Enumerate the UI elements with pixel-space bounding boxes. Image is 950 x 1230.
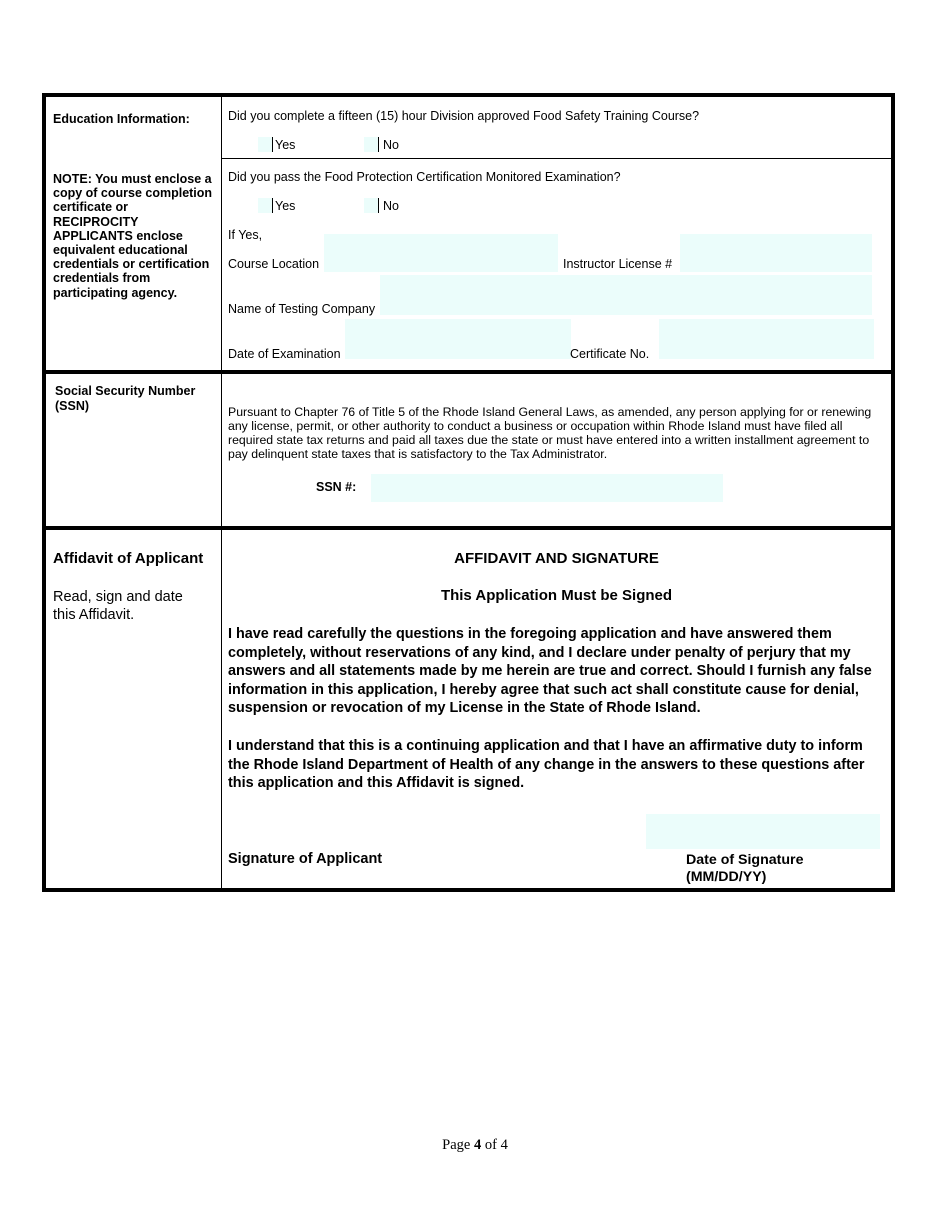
q1-yes-label: Yes [275,138,296,152]
date-of-signature-label: Date of Signature (MM/DD/YY) [686,852,804,885]
row-divider [222,158,891,159]
affidavit-section [42,526,895,892]
affidavit-instruction: Read, sign and date this Affidavit. [53,589,183,623]
q2-no-checkbox[interactable] [364,198,378,213]
q2-no-label: No [383,199,399,213]
page-current: 4 [473,1137,482,1153]
affidavit-paragraph-1: I have read carefully the questions in the foregoing application and have answered them completely, without reservations of any kind, and I declare under penalty of perjury that my answers and all statements made by me herein are true and correct. Should I furnish any false information in this application, I hereby agree that such act shall constitute cause for denial, suspension or revocation of my License in the State of Rhode Island. [228,626,872,716]
page-of: of [481,1137,501,1153]
if-yes-label: If Yes, [228,228,263,242]
q2-yes-marker [272,198,273,213]
q1-no-label: No [383,138,399,152]
column-divider [221,530,222,888]
affidavit-subtitle: This Application Must be Signed [440,587,673,604]
q2-no-marker [378,198,379,213]
ssn-section [42,370,895,530]
page-number [0,1137,950,1154]
course-location-input[interactable] [324,234,558,272]
question-training-course: Did you complete a fifteen (15) hour Division approved Food Safety Training Course? [228,109,700,123]
q1-no-marker [378,137,379,152]
ssn-field-label: SSN #: [316,480,357,494]
page-prefix: Page [442,1137,474,1153]
column-divider [221,374,222,526]
exam-date-label: Date of Examination [228,347,341,361]
affidavit-title: AFFIDAVIT AND SIGNATURE [454,550,659,567]
course-location-label: Course Location [228,257,320,271]
testing-company-input[interactable] [380,275,872,315]
education-note: NOTE: You must enclose a copy of course completion certificate or RECIPROCITY APPLICANTS enclose equivalent educational credentials or certification credentials from participating agency. [53,172,213,300]
instructor-license-input[interactable] [680,234,872,272]
exam-date-input[interactable] [345,319,571,359]
q1-yes-checkbox[interactable] [258,137,272,152]
affidavit-heading: Affidavit of Applicant [53,550,204,567]
q2-yes-label: Yes [275,199,296,213]
column-divider [221,97,222,370]
instructor-license-label: Instructor License # [563,257,673,271]
testing-company-label: Name of Testing Company [228,302,376,316]
q1-no-checkbox[interactable] [364,137,378,152]
education-heading: Education Information: [53,112,190,126]
q2-yes-checkbox[interactable] [258,198,272,213]
date-of-signature-input[interactable] [646,814,880,849]
ssn-input[interactable] [371,474,723,502]
certificate-input[interactable] [659,319,874,359]
question-exam: Did you pass the Food Protection Certification Monitored Examination? [228,170,621,184]
affidavit-paragraph-2: I understand that this is a continuing application and that I have an affirmative duty to inform the Rhode Island Department of Health of any change in the answers to these questions after this application and this Affidavit is signed. [228,738,865,791]
ssn-statement: Pursuant to Chapter 76 of Title 5 of the Rhode Island General Laws, as amended, any person applying for or renewing any license, permit, or other authority to conduct a business or occupation within Rhode Island must have filed all required state tax returns and paid all taxes due the state or must have entered into a written installment agreement to pay delinquent state taxes that is satisfactory to the Tax Administrator. [228,405,872,461]
page-total: 4 [500,1137,508,1153]
signature-label: Signature of Applicant [228,851,383,867]
ssn-heading: Social Security Number (SSN) [55,384,196,413]
certificate-label: Certificate No. [570,347,650,361]
q1-yes-marker [272,137,273,152]
education-section [42,93,895,374]
